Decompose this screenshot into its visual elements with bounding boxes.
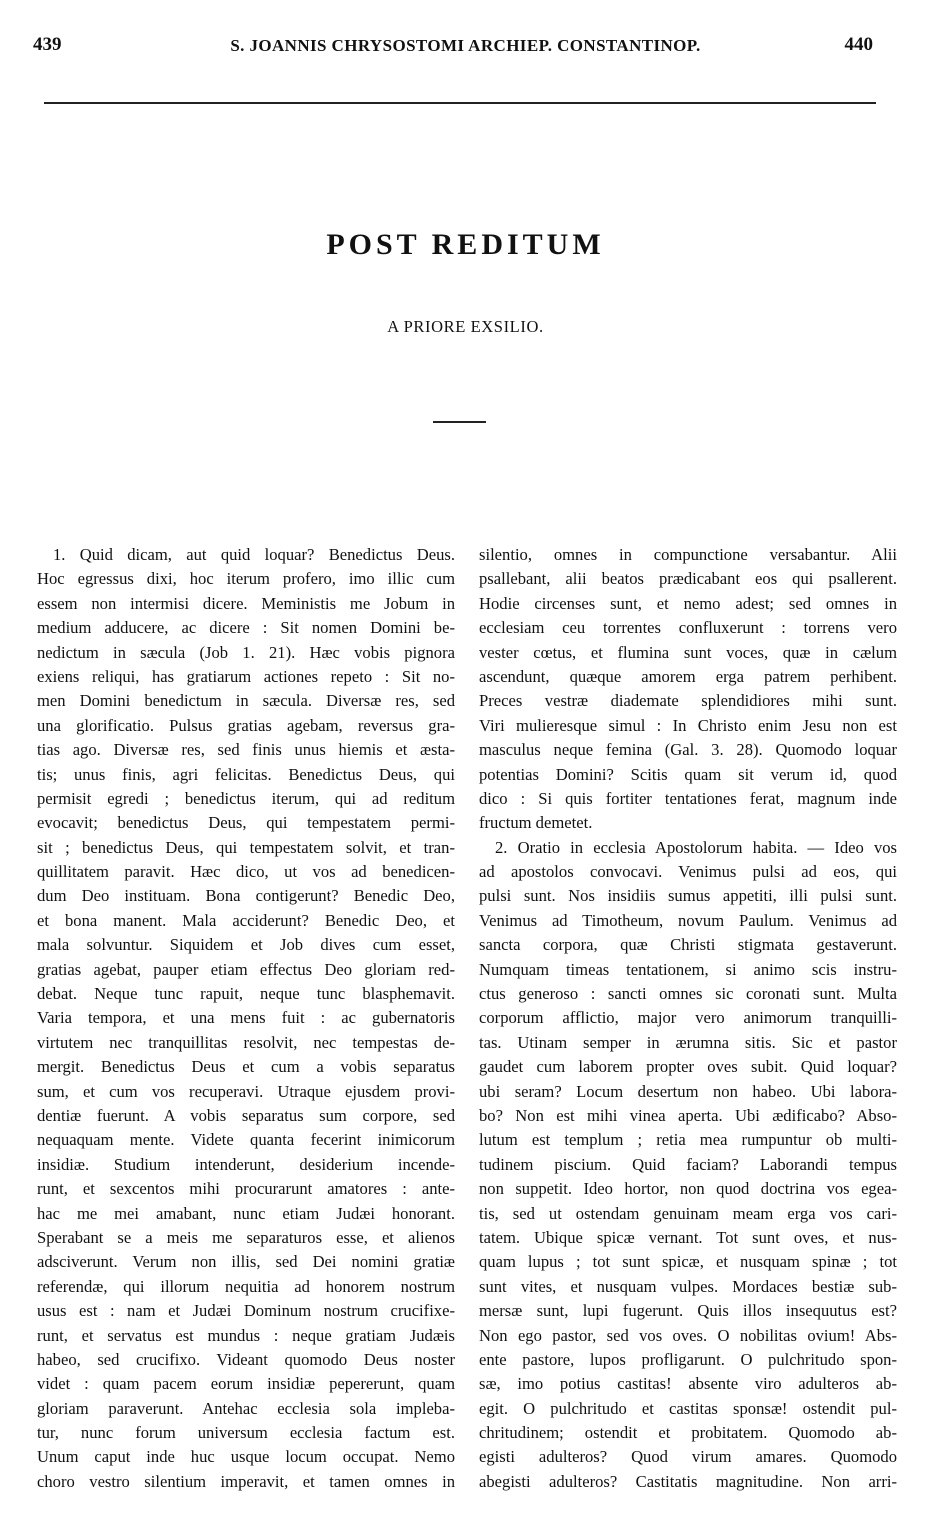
text-line: masculus neque femina (Gal. 3. 28). Quomodo loquar (479, 740, 897, 760)
text-line: gloriam paraverunt. Antehac ecclesia sola impleba- (37, 1398, 455, 1418)
text-line: Hoc egressus dixi, hoc iterum profero, imo illic cum (37, 569, 455, 589)
text-line: tudinem piscium. Quid faciam? Laborandi tempus (479, 1154, 897, 1174)
text-line: Varia tempora, et una mens fuit : ac gubernatoris (37, 1008, 455, 1028)
text-column-right (479, 543, 897, 1494)
text-line: nequaquam mente. Videte quanta fecerint inimicorum (37, 1130, 455, 1150)
text-line: sancta corpora, quæ Christi stigmata gestaverunt. (479, 935, 897, 955)
text-line: vester cœtus, et flumina sunt voces, quæ in cælum (479, 642, 897, 662)
text-line: potentias Domini? Scitis quam sit verum id, quod (479, 764, 897, 784)
text-line: silentio, omnes in compunctione versabantur. Alii (479, 545, 897, 564)
page-subtitle: A PRIORE EXSILIO. (387, 317, 544, 336)
text-line: runt, et sexcentos mihi procurarunt amatores : ante- (37, 1179, 455, 1199)
page-title: POST REDITUM (326, 228, 605, 261)
text-line: Non ego pastor, sed vos oves. O nobilitas ovium! Abs- (479, 1325, 897, 1345)
text-line: virtutem nec tranquillitas resolvit, nec tempestas de- (37, 1032, 455, 1052)
text-line: quam lupus ; tot sunt spicæ, et nusquam spinæ ; tot (479, 1252, 897, 1272)
text-line: tis; unus finis, agri felicitas. Benedictus Deus, qui (37, 764, 455, 784)
text-line: choro vestro silentium imperavit, et tamen omnes in (37, 1471, 455, 1491)
text-line: Viri mulieresque simul : In Christo enim Jesu non est (479, 715, 897, 735)
running-title: S. JOANNIS CHRYSOSTOMI ARCHIEP. CONSTANTINOP. (230, 36, 701, 55)
text-line: exiens reliqui, has gratiarum actiones repeto : Sit no- (37, 666, 455, 686)
text-line: referendæ, qui illorum nequitia ad honorem nostrum (37, 1276, 455, 1296)
text-line: ad apostolos convocavi. Venimus pulsi ad eos, qui (479, 862, 897, 882)
text-line: ubi seram? Locum desertum non habeo. Ubi labora- (479, 1081, 897, 1101)
text-line: sum, et cum vos recuperavi. Utraque ejusdem provi- (37, 1081, 455, 1101)
text-line: hac me mei amabant, nunc etiam Judæi honorant. (37, 1203, 455, 1223)
text-line: mersæ sunt, lupi fugerunt. Quis illos insequutus est? (479, 1301, 897, 1321)
running-head (0, 34, 931, 64)
text-line: medium adducere, ac dicere : Sit nomen Domini be- (37, 618, 455, 638)
text-line: quillitatem paravit. Hæc dico, ut vos ad benedicen- (37, 862, 455, 882)
text-line: corporum afflictio, major vero animorum tranquilli- (479, 1008, 897, 1028)
text-line: tias ago. Diversæ res, sed finis unus hiemis et æsta- (37, 740, 455, 760)
text-line: sæ, imo potius castitas! absente viro adulteros ab- (479, 1374, 897, 1394)
text-line: sunt vites, et nusquam vulpes. Mordaces bestiæ sub- (479, 1276, 897, 1296)
text-line: fructum demetet. (479, 813, 593, 833)
text-line: adsciverunt. Verum non illis, sed Dei nomini gratiæ (37, 1252, 455, 1272)
page-number-right: 440 (844, 34, 873, 55)
text-line: egit. O pulchritudo et castitas sponsæ! ostendit pul- (479, 1398, 897, 1418)
text-line: bo? Non est mihi vinea aperta. Ubi ædificabo? Abso- (479, 1105, 897, 1125)
text-line: non suppetit. Ideo hortor, non quod doctrina vos egea- (479, 1179, 897, 1199)
text-line: essem non intermisi dicere. Meministis me Jobum in (37, 593, 455, 613)
text-line: insidiæ. Studium intenderunt, desiderium incende- (37, 1154, 455, 1174)
text-line: Preces vestræ diademate splendidiores mihi sunt. (479, 691, 897, 711)
text-line: dico : Si quis fortiter tentationes ferat, magnum inde (479, 788, 897, 808)
text-line: runt, et servatus est mundus : neque gratiam Judæis (37, 1325, 455, 1345)
text-line: chritudinem; ostendit et probitatem. Quomodo ab- (479, 1423, 897, 1443)
text-line: et bona manent. Mala acciderunt? Benedic Deo, et (37, 910, 455, 930)
text-line: mergit. Benedictus Deus et cum a vobis separatus (37, 1057, 455, 1077)
text-line: ctus generoso : sancti omnes sic coronati sunt. Multa (479, 984, 897, 1004)
text-line: tis, sed ut ostendam genuinam meam erga vos cari- (479, 1203, 897, 1223)
header-rule (44, 102, 876, 104)
text-line: psallebant, alii beatos prædicabant eos qui psallerent. (479, 569, 897, 589)
text-line: 1. Quid dicam, aut quid loquar? Benedictus Deus. (53, 545, 455, 564)
text-line: ascendunt, quæque amorem erga patrem perhibent. (479, 666, 897, 686)
text-line: tatem. Ubique spicæ vernant. Tot sunt oves, et nus- (479, 1227, 897, 1247)
text-line: usus est : nam et Judæi Dominum nostrum crucifixe- (37, 1301, 455, 1321)
text-line: nedictum in sæcula (Job 1. 21). Hæc vobis pignora (37, 642, 455, 662)
text-line: dentiæ fuerunt. A vobis separatus sum corpore, sed (37, 1105, 455, 1125)
text-line: debat. Neque tunc rapuit, neque tunc blasphemavit. (37, 984, 455, 1004)
text-line: habeo, sed crucifixo. Videant quomodo Deus noster (37, 1349, 455, 1369)
text-line: men Domini benedictum in sæcula. Diversæ res, sed (37, 691, 455, 711)
text-line: lutum est templum ; retia mea rumpuntur ob multi- (479, 1130, 897, 1150)
text-line: Sperabant se a meis me separaturos esse, et alienos (37, 1227, 455, 1247)
text-line: sit ; benedictus Deus, qui tempestatem solvit, et tran- (37, 837, 455, 857)
text-line: gaudet cum laborem propter oves subit. Quid loquar? (479, 1057, 897, 1077)
text-line: ente pastore, lupos profligarunt. O pulchritudo spon- (479, 1349, 897, 1369)
text-line: pulsi sunt. Nos insidiis sumus appetiti, illi pulsi sunt. (479, 886, 897, 906)
text-line: Numquam timeas tentationem, si animo scis instru- (479, 959, 897, 979)
text-line: 2. Oratio in ecclesia Apostolorum habita. — Ideo vos (495, 837, 897, 857)
text-line: egisti adulteros? Quod virum amares. Quomodo (479, 1447, 897, 1467)
text-line: tas. Utinam semper in ærumna sitis. Sic et pastor (479, 1032, 897, 1052)
text-line: videt : quam pacem eorum insidiæ pepererunt, quam (37, 1374, 455, 1394)
title-divider (433, 421, 486, 423)
text-line: Venimus ad Timotheum, novum Paulum. Venimus ad (479, 910, 897, 930)
text-line: mala solvuntur. Siquidem et Job dives cum esset, (37, 935, 455, 955)
text-line: Unum caput inde huc usque locum occupat. Nemo (37, 1447, 455, 1467)
text-line: evocavit; benedictus Deus, qui tempestatem permi- (37, 813, 455, 833)
text-line: una glorificatio. Pulsus gratias agebam, reversus gra- (37, 715, 455, 735)
text-line: abegisti adulteros? Castitatis magnitudine. Non arri- (479, 1471, 897, 1491)
text-column-left (37, 543, 455, 1494)
text-line: gratias agebat, pauper etiam effectus Deo gloriam red- (37, 959, 455, 979)
text-line: tur, nunc forum universum ecclesia factum est. (37, 1423, 455, 1443)
text-line: permisit egredi ; benedictus iterum, qui ad reditum (37, 788, 455, 808)
text-line: dum Deo instituam. Bona contigerunt? Benedic Deo, (37, 886, 455, 906)
text-line: ecclesiam ceu torrentes confluxerunt : torrens vero (479, 618, 897, 638)
page-number-left: 439 (33, 34, 62, 55)
text-line: Hodie circenses sunt, et nemo adest; sed omnes in (479, 593, 897, 613)
